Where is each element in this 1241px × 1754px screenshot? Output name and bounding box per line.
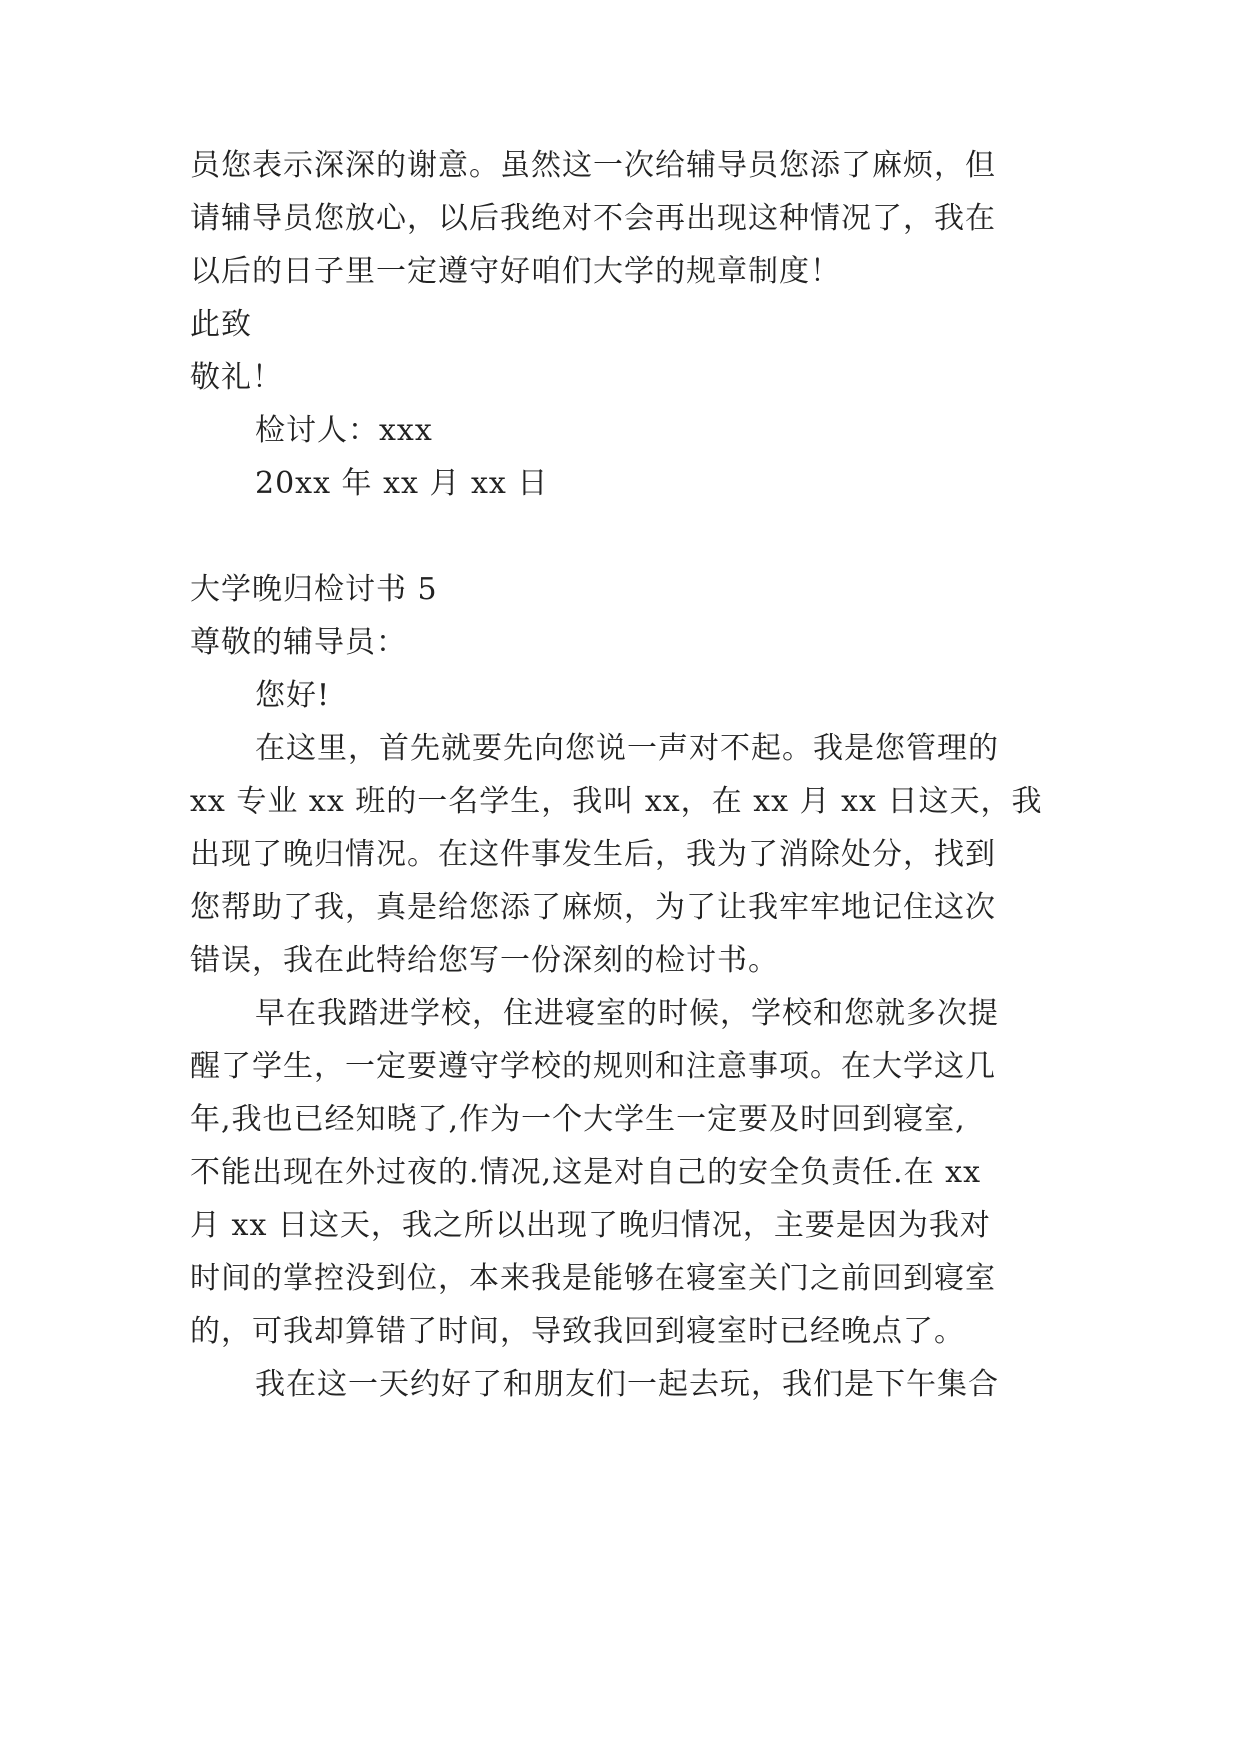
closing-line: 敬礼！ — [190, 360, 283, 395]
paragraph-line: 在这里，首先就要先向您说一声对不起。我是您管理的 — [255, 731, 999, 766]
paragraph-line: 月 xx 日这天，我之所以出现了晚归情况，主要是因为我对 — [190, 1208, 991, 1243]
date: 20xx 年 xx 月 xx 日 — [255, 466, 549, 501]
letter-title: 大学晚归检讨书 5 — [190, 572, 438, 607]
closing-line: 此致 — [190, 307, 252, 342]
body-line: 请辅导员您放心，以后我绝对不会再出现这种情况了，我在 — [190, 201, 996, 236]
salutation: 尊敬的辅导员： — [190, 625, 407, 660]
body-line: 以后的日子里一定遵守好咱们大学的规章制度！ — [190, 254, 841, 289]
paragraph-line: 不能出现在外过夜的.情况,这是对自己的安全负责任.在 xx — [190, 1155, 981, 1190]
paragraph-line: 时间的掌控没到位，本来我是能够在寝室关门之前回到寝室 — [190, 1261, 996, 1296]
paragraph-line: 错误，我在此特给您写一份深刻的检讨书。 — [190, 943, 779, 978]
paragraph-line: 出现了晚归情况。在这件事发生后，我为了消除处分，找到 — [190, 837, 996, 872]
paragraph-line: xx 专业 xx 班的一名学生，我叫 xx，在 xx 月 xx 日这天，我 — [190, 784, 1043, 819]
greeting: 您好! — [255, 678, 331, 713]
paragraph-line: 早在我踏进学校，住进寝室的时候，学校和您就多次提 — [255, 996, 999, 1031]
body-line: 员您表示深深的谢意。虽然这一次给辅导员您添了麻烦，但 — [190, 148, 996, 183]
paragraph-line: 的，可我却算错了时间，导致我回到寝室时已经晚点了。 — [190, 1314, 965, 1349]
paragraph-line: 您帮助了我，真是给您添了麻烦，为了让我牢牢地记住这次 — [190, 890, 996, 925]
paragraph-line: 我在这一天约好了和朋友们一起去玩，我们是下午集合 — [255, 1367, 999, 1402]
signature: 检讨人：xxx — [255, 413, 433, 448]
paragraph-line: 年,我也已经知晓了,作为一个大学生一定要及时回到寝室, — [190, 1102, 966, 1137]
paragraph-line: 醒了学生，一定要遵守学校的规则和注意事项。在大学这几 — [190, 1049, 996, 1084]
